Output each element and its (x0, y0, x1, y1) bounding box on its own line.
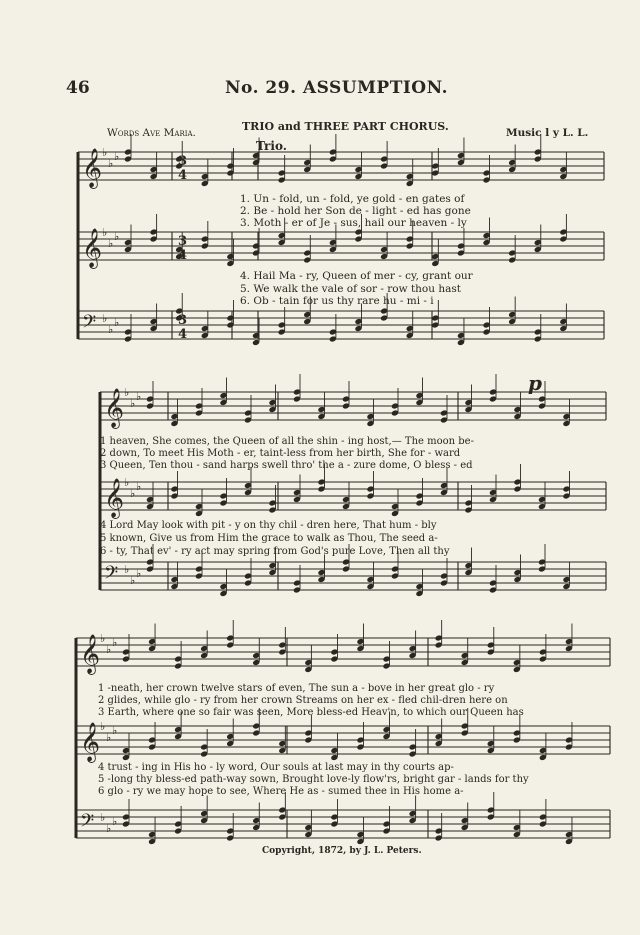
words-credit: Words Ave Maria. (107, 127, 196, 139)
flat-sign: ♭ (114, 230, 120, 243)
flat-sign: ♭ (100, 811, 106, 824)
hymn-title: No. 29. ASSUMPTION. (225, 78, 448, 98)
flat-sign: ♭ (136, 567, 142, 580)
system3-verse-6: 6 glo - ry we may hope to see, Where He as - sumed thee in His home a- (98, 786, 464, 797)
flat-sign: ♭ (100, 720, 106, 733)
flat-sign: ♭ (102, 146, 108, 159)
system3-verse-5: 5 -long thy bless-ed path-way sown, Brought love-ly flow'rs, bright gar - lands for thy (98, 774, 529, 785)
flat-sign: ♭ (102, 312, 108, 325)
flat-sign: ♭ (106, 731, 112, 744)
system2-verse-3: 3 Queen, Ten thou - sand harps swell thro' the a - zure dome, O bless - ed (100, 460, 473, 471)
time-signature: 3 (178, 154, 188, 169)
system3-verse-2: 2 glides, while glo - ry from her crown Streams on her ex - fled chil-dren here on (98, 695, 508, 706)
page-number: 46 (66, 78, 90, 98)
time-signature: 4 (178, 168, 188, 183)
system2-verse-2: 2 down, To meet His Moth - er, taint-less from her birth, She for - ward (100, 448, 461, 459)
time-signature: 4 (178, 327, 188, 342)
flat-sign: ♭ (136, 480, 142, 493)
system2-verse-1: 1 heaven, She comes, the Queen of all the shin - ing host,— The moon be- (100, 436, 474, 447)
flat-sign: ♭ (106, 822, 112, 835)
flat-sign: ♭ (112, 724, 118, 737)
music-credit: Music l y L. L. (506, 127, 589, 139)
flat-sign: ♭ (136, 390, 142, 403)
system1-verse-3: 3. Moth - er of Je - sus, hail our heaven - ly (240, 217, 467, 229)
time-signature: 3 (178, 313, 188, 328)
treble-clef: 𝄞 (80, 634, 101, 674)
flat-sign: ♭ (112, 636, 118, 649)
copyright-notice: Copyright, 1872, by J. L. Peters. (262, 846, 422, 856)
hymn-subtitle: TRIO and THREE PART CHORUS. (242, 120, 449, 133)
system2-verse-6: 6 - ty, That ev' - ry act may spring from God's pure Love, Then all thy (100, 546, 450, 557)
flat-sign: ♭ (130, 487, 136, 500)
flat-sign: ♭ (106, 643, 112, 656)
system3-verse-4: 4 trust - ing in His ho - ly word, Our souls at last may in thy courts ap- (98, 762, 454, 773)
system1-verse-2: 2. Be - hold her Son de - light - ed has gone (240, 205, 471, 217)
flat-sign: ♭ (108, 157, 114, 170)
flat-sign: ♭ (114, 150, 120, 163)
flat-sign: ♭ (108, 323, 114, 336)
treble-clef: 𝄞 (104, 388, 125, 428)
trio-label: Trio. (256, 139, 287, 153)
system3-verse-3: 3 Earth, where one so fair was seen, More bless-ed Heav'n, to which our Queen has (98, 707, 524, 718)
system1-verse-1: 1. Un - fold, un - fold, ye gold - en gates of (240, 193, 465, 205)
bass-clef: 𝄢 (80, 811, 95, 836)
flat-sign: ♭ (130, 397, 136, 410)
flat-sign: ♭ (124, 476, 130, 489)
system1-verse-6: 6. Ob - tain for us thy rare hu - mi - i (240, 295, 434, 307)
treble-clef: 𝄞 (80, 722, 101, 762)
bass-clef: 𝄢 (82, 312, 97, 337)
treble-clef: 𝄞 (82, 228, 103, 268)
bass-clef: 𝄢 (104, 563, 119, 588)
system3-verse-1: 1 -neath, her crown twelve stars of even, The sun a - bove in her great glo - ry (98, 683, 495, 694)
system1-verse-4: 4. Hail Ma - ry, Queen of mer - cy, grant our (240, 270, 473, 282)
flat-sign: ♭ (100, 632, 106, 645)
system1-verse-5: 5. We walk the vale of sor - row thou hast (240, 283, 461, 295)
flat-sign: ♭ (102, 226, 108, 239)
flat-sign: ♭ (130, 574, 136, 587)
flat-sign: ♭ (124, 563, 130, 576)
flat-sign: ♭ (114, 316, 120, 329)
flat-sign: ♭ (108, 237, 114, 250)
dynamic-piano-mark: p (528, 371, 542, 395)
treble-clef: 𝄞 (82, 148, 103, 188)
system2-verse-5: 5 known, Give us from Him the grace to walk as Thou, The seed a- (100, 533, 438, 544)
system2-verse-4: 4 Lord May look with pit - y on thy chil - dren here, That hum - bly (100, 520, 437, 531)
time-signature: 3 (178, 234, 188, 249)
time-signature: 4 (178, 248, 188, 263)
treble-clef: 𝄞 (104, 478, 125, 518)
flat-sign: ♭ (124, 386, 130, 399)
flat-sign: ♭ (112, 815, 118, 828)
